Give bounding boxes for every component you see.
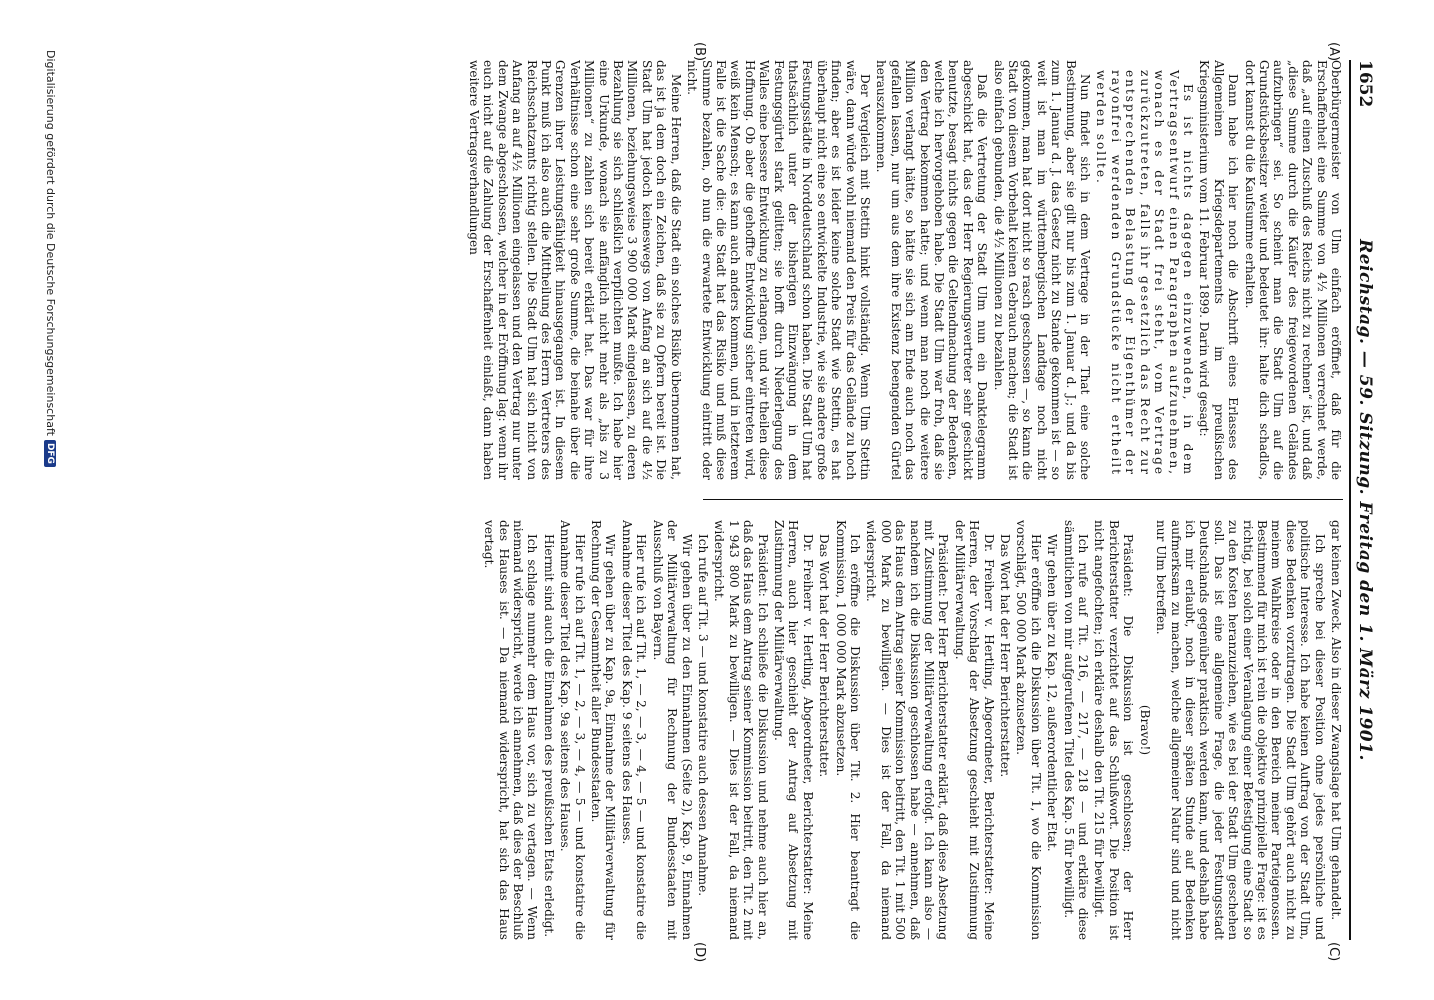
- paragraph: Ich rufe auf Tit. 3 — und konstatire auch dessen Annahme.: [695, 534, 710, 897]
- credit-text: Digitalisierung gefördert durch die Deutsche Forschungsgemeinschaft: [44, 50, 57, 436]
- paragraph: Wir gehen über zu Kap. 9a, Einnahme der Militärverwaltung für Rechnung der Gesammtheit aller Bundesstaaten.: [589, 520, 618, 940]
- right-column: [63, 520, 1343, 940]
- paragraph: Wir gehen über zu den Einnahmen (Seite 2), Kap. 9, Einnahmen der Militärverwaltung für Rechnung der Bundesstaaten mit Ausschluß von Bayern.: [650, 520, 694, 940]
- paragraph: Ich eröffne die Diskussion über Tit. 2. Hier beantragt die Kommission, 1 000 000 Mark abzusetzen.: [833, 520, 862, 940]
- paragraph: Ich rufe auf Tit. 216, — 217, — 218 — und erkläre diese sämmtlichen von mir aufgerufenen Titel des Kap. 5 für bewilligt.: [1061, 520, 1091, 940]
- paragraph: Hier rufe ich auf Tit. 1, — 2, — 3, — 4, — 5 — und konstatire die Annahme dieser Titel des Kap. 9 seitens des Hauses.: [619, 520, 649, 940]
- paragraph: Meine Herren, daß die Stadt ein solches Risiko übernommen hat, das ist ja dem doch ein Zeichen, daß sie zu Opfern bereit ist. Die Stadt Ulm hat jedoch keineswegs von Anfang an sich auf die 4½ Millionen, beziehungsweise 3 900 000 Mark eingelassen, zu deren Bezahlung sie sich schließlich verpflichten mußte. Ich habe hier eine Urkunde, wonach sie anfänglich nicht mehr als „bis zu 3 Millionen“ zu zahlen sich bereit erklärt hat. Das war für ihre Verhältnisse schon eine sehr große Summe, die beinahe über die Grenzen ihrer Leistungsfähigkeit hinausgegangen ist. In diesem Punkt muß ich also auch die Mittheilung des Herrn Vertreters des Reichsschatzamts richtig stellen. Die Stadt Ulm hat sich nicht von Anfang an auf 4½ Millionen eingelassen und den Vertrag nur unter dem Zwange abgeschlossen, welcher in der Eröffnung lag: wenn ihr euch nicht auf die Zahlung der Erschaffenheit einlaßt, dann haben weitere Vertragsverhandlungen: [467, 60, 683, 480]
- paragraph: Wir gehen über zu Kap. 12, außerordentlicher Etat.: [1045, 534, 1060, 852]
- margin-mark-d: (D): [692, 942, 707, 963]
- page-header: [1355, 60, 1385, 940]
- paragraph: Dann habe ich hier noch die Abschrift eines Erlasses des Allgemeinen Kriegsdepartements im preußischen Kriegsministerium vom 11. Februar 1899. Darin wird gesagt:: [1197, 60, 1241, 480]
- paragraph: Dr. Freiherr v. Hertling, Abgeordneter, Berichterstatter: Meine Herren, auch hier geschieht der Antrag auf Absetzung mit Zustimmung der Militärverwaltung.: [771, 520, 815, 940]
- paragraph: Präsident: Ich schließe die Diskussion und nehme auch hier an, daß das Haus dem Antrag seiner Kommission beitritt, den Tit. 2 mit 1 943 800 Mark zu bewilligen. — Dies ist der Fall, da niemand widerspricht.: [712, 520, 770, 940]
- quoted-paragraph: Es ist nichts dagegen einzuwenden, in dem Vertragsentwurf einen Paragraphen aufzunehmen, wonach es der Stadt frei steht, vom Vertrage zurückzutreten, falls ihr gesetzlich das Recht zur entsprechenden Belastung der Eigenthümer der rayonfrei werdenden Grundstücke nicht ertheilt werden sollte.: [1094, 70, 1195, 476]
- paragraph: Präsident: Die Diskussion ist geschlossen; der Herr Berichterstatter verzichtet auf das Schlußwort. Die Position ist nicht angefochten; ich erkläre deshalb den Tit. 215 für bewilligt.: [1092, 520, 1136, 940]
- paragraph: Hier eröffne ich die Diskussion über Tit. 1, wo die Kommission vorschlägt, 500 000 Mark abzusetzen.: [1014, 520, 1043, 940]
- paragraph: Ich schlage nunmehr dem Haus vor, sich zu vertagen. — Wenn niemand widerspricht, werde ich annehmen, daß dies der Beschluß des Hauses ist. — Da niemand widerspricht, hat sich das Haus vertagt.: [482, 520, 540, 940]
- margin-mark-b: (B): [692, 42, 707, 62]
- column-separator: [703, 499, 1343, 500]
- margin-mark-a: (A): [1326, 42, 1341, 62]
- paragraph: Oberbürgermeister von Ulm einfach eröffnet, daß für die Erschaffenheit eine Summe von 4½ Millionen verrechnet werde, daß „auf einen Zuschuß des Reichs nicht zu rechnen“ ist, und daß „diese Summe durch die Käufer des freigewordenen Geländes aufzubringen“ sei. So scheint man die Stadt Ulm auf die Grundstücksbesitzer weiter und bedeutet ihr: halte dich schadlos, dort kannst du die Kaufsumme erhalten.: [1242, 60, 1343, 480]
- page-number: 1652: [1355, 60, 1375, 108]
- header-rule: [1349, 60, 1351, 940]
- page-title: Reichstag. — 59. Sitzung. Freitag den 1. März 1901.: [1355, 239, 1375, 761]
- scanned-page: [37, 20, 1397, 980]
- paragraph: Das Wort hat der Herr Berichterstatter.: [817, 534, 832, 778]
- paragraph: Der Vergleich mit Stettin hinkt vollständig. Wenn Ulm Stettin wäre, dann würde wohl niemand den Preis für das Gelände zu hoch finden; aber es ist leider keine solche Stadt wie Stettin, es hat überhaupt nicht eine so entwickelte Industrie, wie sie andere große Festungsstädte in Norddeutschland schon haben. Die Stadt Ulm hat thatsächlich unter der bisherigen Einzwängung in dem Festungsgürtel stark gelitten; sie hofft durch Niederlegung des Walles eine bessere Entwicklung zu erlangen, und wir theilen diese Hoffnung. Ob aber die gehoffte Entwicklung sicher eintreten wird, weiß kein Mensch; es kann auch anders kommen, und in letzterem Falle ist die Sache die: die Stadt hat das Risiko und muß diese Summe bezahlen, ob nun die erwartete Entwicklung eintritt oder nicht.: [685, 60, 872, 480]
- paragraph: gar keinen Zweck. Also in dieser Zwangslage hat Ulm gehandelt.: [1329, 520, 1343, 921]
- paragraph: Daß die Vertretung der Stadt Ulm nun ein Danktelegramm abgeschickt hat, das der Herr Regierungsvertreter sehr geschickt benutzte, besagt nichts gegen die Geltendmachung der Bedenken, welche ich hervorgehoben habe. Die Stadt Ulm war froh, daß sie den Vertrag bekommen hatte; und wenn man noch die weitere Million verlangt hätte, so hätte sie sich am Ende auch noch das gefallen lassen, nur um aus dem ihre Existenz beengenden Gürtel herauszukommen.: [874, 60, 990, 480]
- left-column: [63, 60, 1343, 480]
- paragraph: Präsident: Der Herr Berichterstatter erklärt, daß diese Absetzung mit Zustimmung der Militärverwaltung erfolgt. Ich kann also — nachdem ich die Diskussion geschlossen habe — annehmen, daß das Haus dem Antrag seiner Kommission beitritt, den Tit. 1 mit 500 000 Mark zu bewilligen. — Dies ist der Fall, da niemand widerspricht.: [864, 520, 951, 940]
- paragraph: Nun findet sich in dem Vertrage in der That eine solche Bestimmung, aber sie gilt nur bis zum 1. Januar d. J.; und da bis zum 1. Januar d. J. das Gesetz nicht zu Stande gekommen ist — so weit ist man im württembergischen Landtage noch nicht gekommen, man hat dort nicht so rasch geschossen —, so kann die Stadt von diesem Vorbehalt keinen Gebrauch machen; die Stadt ist also einfach gebunden, die 4½ Millionen zu bezahlen.: [991, 60, 1093, 480]
- paragraph: Hier rufe ich auf Tit. 1, — 2, — 3, — 4, — 5 — und konstatire die Annahme dieser Titel des Kap. 9a seitens des Hauses.: [558, 520, 587, 940]
- paragraph: Dr. Freiherr v. Hertling, Abgeordneter, Berichterstatter: Meine Herren, der Vorschlag der Absetzung geschieht mit Zustimmung der Militärverwaltung.: [952, 520, 996, 940]
- paragraph: Ich spreche bei dieser Position ohne jedes persönliche und politische Interesse. Ich habe keinen Auftrag von der Stadt Ulm, diese Bedenken vorzutragen. Die Stadt Ulm gehört auch nicht zu meinem Wahlkreise oder in den Bereich meiner Parteigenossen. Bestimmend für mich ist rein die objektive prinzipielle Frage: ist es richtig, bei solch einer Veranlagung einer Befestigung eine Stadt so zu den Kosten heranzuziehen, wie es bei der Stadt Ulm geschehen soll. Das ist eine allgemeine Frage, die jeder Festungsstadt Deutschlands gegenüber praktisch werden kann, und deshalb habe ich mir erlaubt, noch in dieser späten Stunde auf Bedenken aufmerksam zu machen, welche allgemeiner Natur sind und nicht nur Ulm betreffen.: [1154, 520, 1327, 940]
- paragraph: Das Wort hat der Herr Berichterstatter.: [998, 534, 1013, 778]
- dfg-logo: DFG: [45, 440, 57, 467]
- paragraph: Hiermit sind auch die Einnahmen des preußischen Etats erledigt.: [541, 534, 556, 938]
- digitization-credit: [44, 50, 57, 467]
- applause-note: (Bravo!): [1137, 704, 1152, 756]
- margin-mark-c: (C): [1326, 942, 1341, 962]
